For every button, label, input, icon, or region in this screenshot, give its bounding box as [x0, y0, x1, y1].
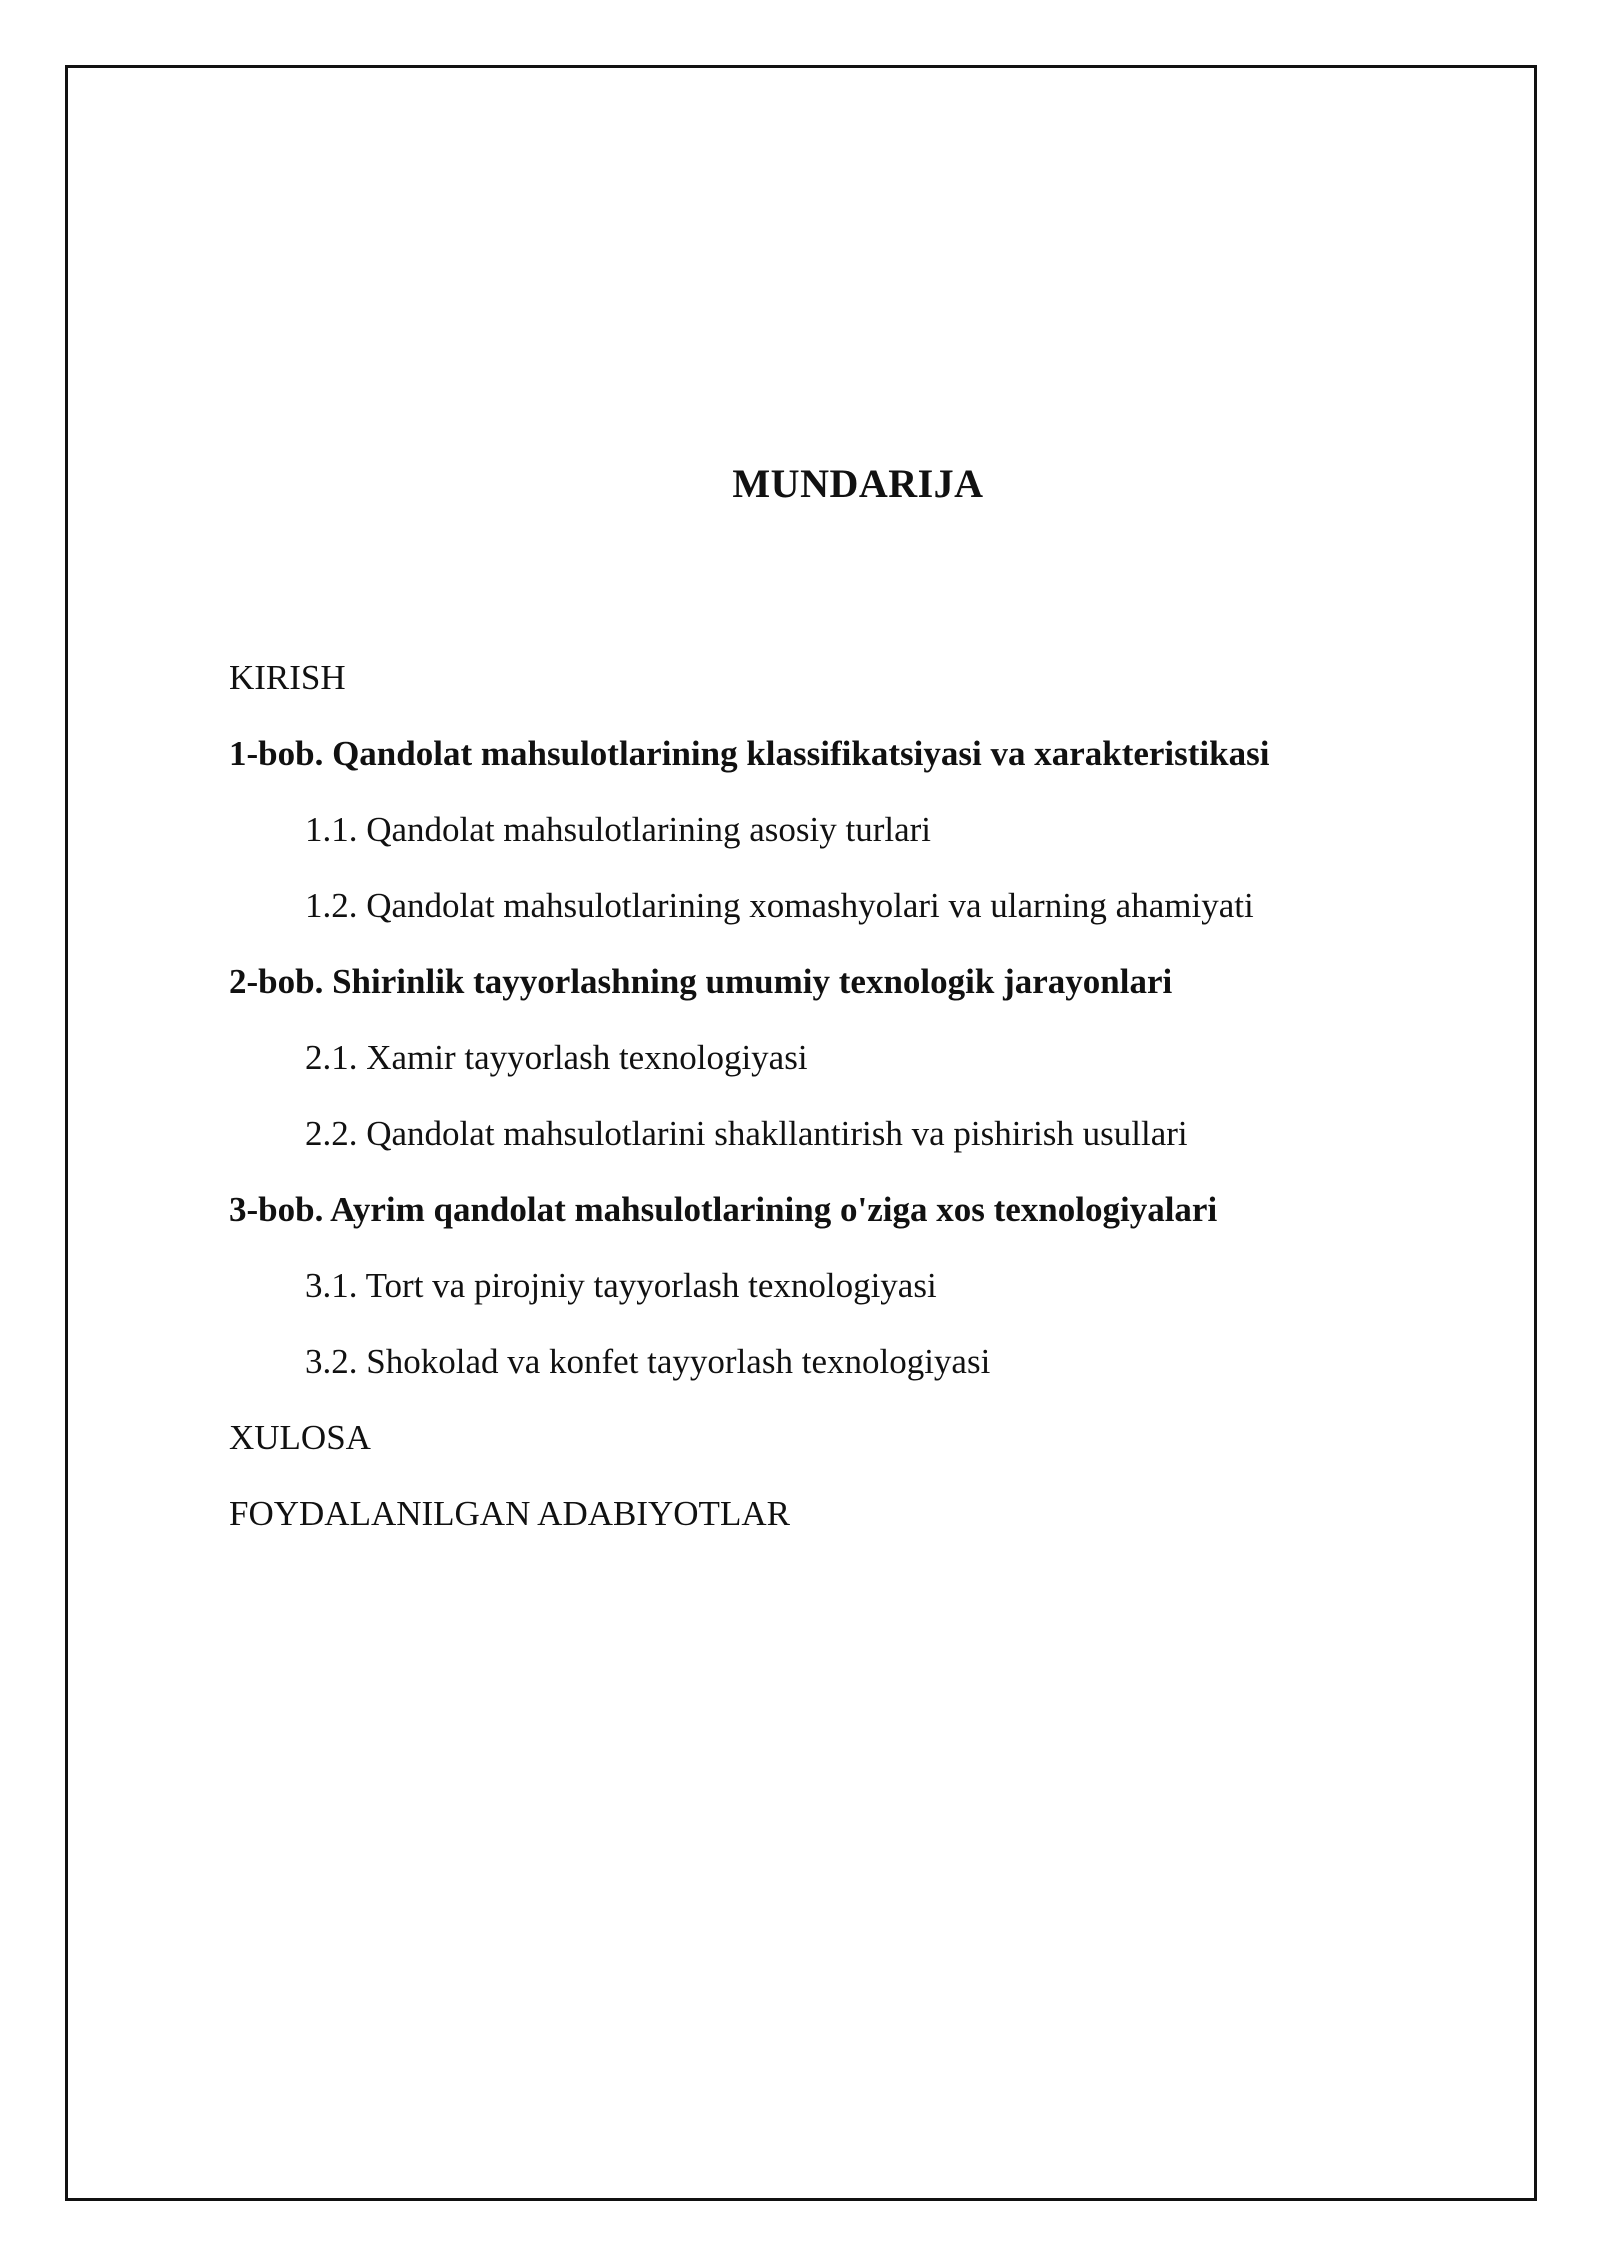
toc-entry-section-1-2: 1.2. Qandolat mahsulotlarining xomashyolari va ularning ahamiyati — [305, 886, 1254, 925]
toc-entry-chapter-1: 1-bob. Qandolat mahsulotlarining klassifikatsiyasi va xarakteristikasi — [229, 734, 1270, 773]
toc-entry-section-1-1: 1.1. Qandolat mahsulotlarining asosiy turlari — [305, 810, 932, 849]
toc-entry-introduction: KIRISH — [229, 658, 346, 697]
toc-entry-section-3-2: 3.2. Shokolad va konfet tayyorlash texnologiyasi — [305, 1342, 991, 1381]
toc-entry-section-3-1: 3.1. Tort va pirojniy tayyorlash texnologiyasi — [305, 1266, 937, 1305]
toc-entry-chapter-3: 3-bob. Ayrim qandolat mahsulotlarining o'ziga xos texnologiyalari — [229, 1190, 1218, 1229]
toc-entry-section-2-1: 2.1. Xamir tayyorlash texnologiyasi — [305, 1038, 808, 1077]
toc-entry-chapter-2: 2-bob. Shirinlik tayyorlashning umumiy texnologik jarayonlari — [229, 962, 1173, 1001]
toc-entry-section-2-2: 2.2. Qandolat mahsulotlarini shakllantirish va pishirish usullari — [305, 1114, 1188, 1153]
toc-entry-conclusion: XULOSA — [229, 1418, 371, 1457]
table-of-contents — [229, 640, 1269, 1552]
toc-entry-references: FOYDALANILGAN ADABIYOTLAR — [229, 1494, 790, 1533]
page-title: MUNDARIJA — [732, 461, 984, 506]
